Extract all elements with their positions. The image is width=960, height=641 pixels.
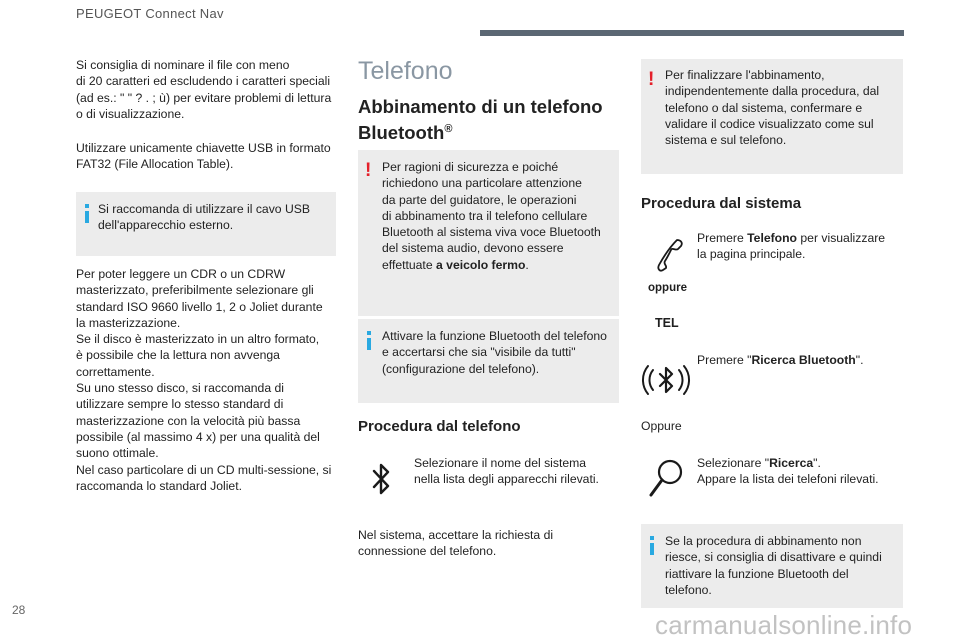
system-step-3-pre: Selezionare " — [697, 456, 770, 470]
col2-warning-end: . — [525, 257, 529, 272]
col3-info-box — [641, 524, 903, 608]
system-step-1-pre: Premere — [697, 231, 748, 245]
col1-info-box — [76, 192, 336, 256]
section-title: Telefono — [358, 57, 453, 85]
col1-paragraph-3: Per poter leggere un CDR o un CDRW masterizzato, preferibilmente selezionare gli standard ISO 9660 livello 1, 2 o Joliet durante la masterizzazione. Se il disco è masterizzato in un altro formato, è possibile che la lettura non avvenga correttamente. Su uno stesso disco, si raccomanda di utilizzare sempre lo stesso standard di masterizzazione con la velocità più bassa possibile (al massimo 4 x) per una qualità del suono ottimale. Nel caso particolare di un CD multi-sessione, si raccomanda lo standard Joliet. — [76, 267, 332, 493]
system-step-3-bold: Ricerca — [769, 456, 814, 470]
header-bar — [480, 30, 904, 36]
watermark: carmanualsonline.info — [655, 610, 913, 640]
phone-procedure-heading: Procedura dal telefono — [358, 418, 521, 435]
system-step-2 — [697, 352, 863, 368]
page-number: 28 — [12, 603, 26, 617]
tel-label: TEL — [655, 316, 679, 330]
warning-icon: ! — [648, 69, 655, 90]
system-step-2-pre: Premere " — [697, 353, 752, 367]
oppure-label: oppure — [648, 282, 687, 294]
info-icon — [650, 536, 654, 555]
info-icon — [85, 204, 89, 223]
phone-step-text: Selezionare il nome del sistema nella lista degli apparecchi rilevati. — [414, 456, 599, 487]
bluetooth-icon — [368, 460, 394, 498]
system-procedure-heading: Procedura dal sistema — [641, 195, 802, 212]
registered-mark: ® — [444, 123, 453, 135]
search-magnifier-icon — [646, 456, 688, 500]
col2-warning-body: Per ragioni di sicurezza e poiché richiedono una particolare attenzione da parte del guidatore, le operazioni di abbinamento tra il telefono cellulare Bluetooth al sistema viva voce Bluetooth del sistema audio, devono essere effettuate — [382, 160, 601, 272]
pairing-heading — [358, 96, 628, 144]
system-step-2-post: ". — [855, 353, 864, 367]
col2-info-text: Attivare la funzione Bluetooth del telefono e accertarsi che sia "visibile da tutti" (configurazione del telefono). — [382, 329, 607, 376]
col1-paragraph-2: Utilizzare unicamente chiavette USB in formato FAT32 (File Allocation Table). — [76, 141, 331, 172]
pairing-heading-text: Abbinamento di un telefono Bluetooth — [358, 96, 603, 144]
col2-warning-text — [382, 159, 601, 273]
col1-paragraph-1: Si consiglia di nominare il file con meno di 20 caratteri ed escludendo i caratteri speciali (ad es.: " " ? . ; ù) per evitare problemi di lettura o di visualizzazione. — [76, 58, 332, 121]
info-icon — [367, 331, 371, 350]
bluetooth-search-icon — [641, 355, 691, 405]
system-step-1-post: per visualizzare la pagina principale. — [697, 231, 886, 262]
system-step-3-post: ". Appare la lista dei telefoni rilevati. — [697, 456, 879, 487]
col2-warning-box — [358, 150, 619, 316]
system-step-1-bold: Telefono — [747, 231, 797, 245]
col3-warning-box — [641, 59, 903, 174]
system-step-1 — [697, 230, 885, 263]
oppure-label-2: Oppure — [641, 419, 682, 433]
col3-info-text: Se la procedura di abbinamento non riesce, si consiglia di disattivare e quindi riattivare la funzione Bluetooth del telefono. — [665, 534, 882, 597]
col2-paragraph-end: Nel sistema, accettare la richiesta di connessione del telefono. — [358, 528, 554, 559]
system-step-3 — [697, 455, 879, 488]
warning-icon: ! — [365, 160, 372, 181]
system-step-2-bold: Ricerca Bluetooth — [751, 353, 856, 367]
col2-warning-bold: a veicolo fermo — [436, 257, 526, 272]
col1-info-text: Si raccomanda di utilizzare il cavo USB dell'apparecchio esterno. — [98, 202, 311, 233]
header-title: PEUGEOT Connect Nav — [76, 6, 224, 21]
col2-info-box — [358, 319, 619, 403]
col3-warning-text: Per finalizzare l'abbinamento, indipendentemente dalla procedura, dal telefono o dal sistema, confermare e validare il codice visualizzato come sul sistema e sul telefono. — [665, 68, 880, 148]
phone-handset-icon — [655, 237, 687, 273]
